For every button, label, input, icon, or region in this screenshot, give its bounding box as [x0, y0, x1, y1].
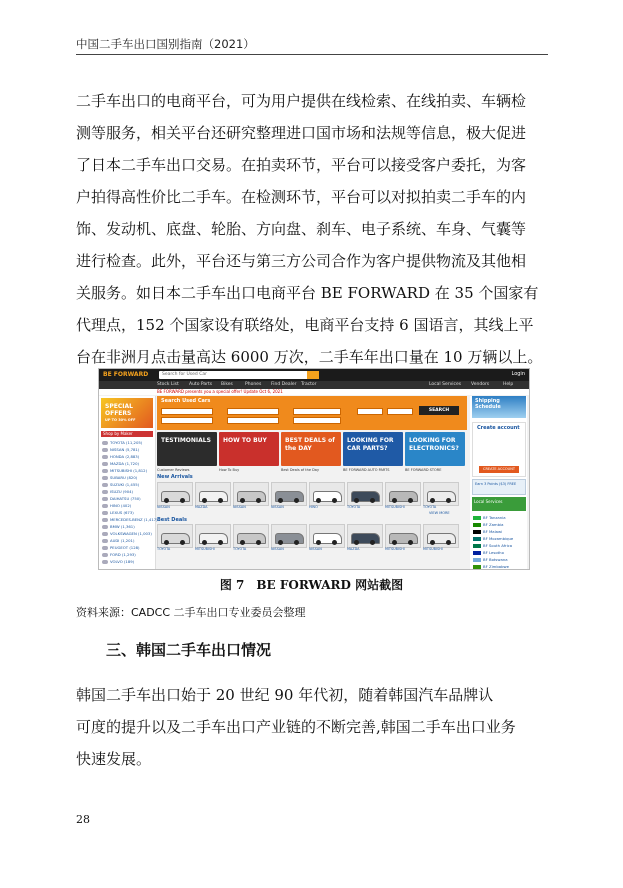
search-field [227, 417, 279, 424]
shipping-schedule-label: Shipping Schedule [475, 398, 501, 410]
maker-item [102, 461, 139, 467]
car-wheel [240, 540, 245, 545]
car-label: NISSAN [271, 505, 284, 509]
figure-caption: 图 7 BE FORWARD 网站截图 [219, 578, 404, 592]
site-logo: BE FORWARD [103, 371, 149, 378]
maker-logo-icon [102, 441, 108, 445]
promo-banner-caption: Best Deals of the Day [281, 468, 320, 472]
maker-logo-icon [102, 462, 108, 466]
best-deals-heading: Best Deals [157, 517, 187, 523]
car-wheel [202, 498, 207, 503]
promo-banner-label: HOW TO BUY [223, 437, 267, 444]
view-more-link: VIEW MORE [429, 511, 450, 515]
country-label: BF Mozambique [483, 536, 514, 541]
country-item [473, 550, 504, 556]
site-search-icon [307, 371, 319, 379]
promo-banner-caption: BE FORWARD STORE [405, 468, 442, 472]
search-field [161, 417, 213, 424]
search-field [161, 408, 213, 415]
country-label: BF Botswana [483, 557, 508, 562]
earn-points-box: Earn 3 Points ($3) FREE [472, 479, 526, 495]
search-button: SEARCH [419, 406, 459, 415]
maker-logo-icon [102, 455, 108, 459]
car-wheel [430, 540, 435, 545]
maker-item [102, 538, 134, 544]
search-panel-title: Search Used Cars [161, 398, 211, 404]
country-label: BF South Africa [483, 543, 513, 548]
maker-logo-icon [102, 448, 108, 452]
maker-label: MERCEDES-BENZ (1,417) [110, 517, 158, 522]
maker-label: VOLKSWAGEN (1,003) [110, 531, 152, 536]
figure-source: 资料来源：CADCC 二手车出口专业委员会整理 [76, 606, 306, 619]
car-wheel [164, 498, 169, 503]
maker-item [102, 447, 139, 453]
maker-item [102, 454, 139, 460]
local-services-box: Local Services [472, 497, 526, 511]
promo-banner [343, 432, 403, 466]
maker-logo-icon [102, 504, 108, 508]
car-thumbnail [233, 482, 269, 506]
car-label: MITSUBISHI [385, 505, 405, 509]
create-account-box [472, 422, 526, 477]
paragraph-line: 关服务。如日本二手车出口电商平台 BE FORWARD 在 35 个国家有 [76, 284, 539, 302]
car-thumbnail [271, 482, 307, 506]
country-label: BF Zambia [483, 522, 504, 527]
maker-logo-icon [102, 483, 108, 487]
country-item [473, 529, 502, 535]
maker-item [102, 503, 131, 509]
car-wheel [218, 540, 223, 545]
car-label: NISSAN [309, 547, 322, 551]
maker-label: FORD (1,293) [110, 552, 136, 557]
promo-banner [157, 432, 217, 466]
car-wheel [370, 540, 375, 545]
paragraph-line: 台在非洲月点击量高达 6000 万次，二手车年出口量在 10 万辆以上。 [76, 348, 543, 366]
promo-banner-caption: BE FORWARD AUTO PARTS [343, 468, 390, 472]
paragraph-line: 了日本二手车出口交易。在拍卖环节，平台可以接受客户委托，为客 [76, 156, 527, 174]
car-thumbnail [385, 524, 421, 548]
paragraph-line: 韩国二手车出口始于 20 世纪 90 年代初，随着韩国汽车品牌认 [76, 686, 494, 704]
special-offer-line: SPECIAL [105, 403, 133, 410]
flag-icon [473, 537, 481, 541]
car-wheel [316, 540, 321, 545]
car-thumbnail [347, 482, 383, 506]
special-offer-line: OFFERS [105, 410, 132, 417]
page-number: 28 [76, 813, 90, 826]
car-thumbnail [157, 482, 193, 506]
maker-label: DAIHATSU (750) [110, 496, 141, 501]
maker-logo-icon [102, 539, 108, 543]
car-label: MITSUBISHI [423, 547, 443, 551]
car-label: NISSAN [157, 505, 170, 509]
site-menu-item: Vendors [471, 382, 490, 387]
promo-banner-caption: Customer Reviews [157, 468, 190, 472]
car-wheel [294, 540, 299, 545]
maker-label: MITSUBISHI (1,812) [110, 468, 148, 473]
maker-label: LEXUS (673) [110, 510, 134, 515]
maker-label: VOLVO (189) [110, 559, 135, 564]
maker-item [102, 482, 139, 488]
car-wheel [354, 540, 359, 545]
car-wheel [256, 498, 261, 503]
maker-logo-icon [102, 476, 108, 480]
paragraph-line: 户拍得高性价比二手车。在检测环节，平台可以对拟拍卖二手车的内 [76, 188, 527, 206]
car-label: NISSAN [271, 547, 284, 551]
country-label: BF Lesotho [483, 550, 504, 555]
maker-label: PEUGEOT (128) [110, 545, 140, 550]
maker-logo-icon [102, 497, 108, 501]
maker-label: MAZDA (1,720) [110, 461, 139, 466]
car-wheel [408, 540, 413, 545]
paragraph-line: 二手车出口的电商平台，可为用户提供在线检索、在线拍卖、车辆检 [76, 92, 527, 110]
country-label: BF Zimbabwe [483, 564, 509, 569]
flag-icon [473, 516, 481, 520]
maker-item [102, 552, 136, 558]
car-thumbnail [423, 524, 459, 548]
shop-by-maker-heading: Shop by Maker [101, 431, 153, 437]
paragraph-line: 代理点，152 个国家设有联络处，电商平台支持 6 国语言，其线上平 [76, 316, 534, 334]
maker-label: SUBARU (820) [110, 475, 138, 480]
site-menu-item: Help [503, 382, 514, 387]
paragraph-line: 进行检查。此外，平台还与第三方公司合作为客户提供物流及其他相 [76, 252, 527, 270]
country-label: BF Tanzania [483, 515, 506, 520]
maker-item [102, 489, 133, 495]
special-offer-banner [101, 398, 153, 428]
flag-icon [473, 565, 481, 569]
promo-banner-label: LOOKING FOR CAR PARTS? [347, 437, 394, 452]
car-wheel [370, 498, 375, 503]
beforward-screenshot [98, 368, 530, 570]
country-label: BF Malawi [483, 529, 503, 534]
maker-item [102, 531, 152, 537]
car-label: TOYOTA [347, 505, 361, 509]
site-sidebar [99, 396, 156, 569]
maker-label: BMW (1,361) [110, 524, 135, 529]
car-thumbnail [271, 524, 307, 548]
promo-banner [219, 432, 279, 466]
car-wheel [256, 540, 261, 545]
maker-logo-icon [102, 546, 108, 550]
car-label: TOYOTA [423, 505, 437, 509]
car-label: TOYOTA [233, 547, 247, 551]
car-wheel [294, 498, 299, 503]
maker-item [102, 559, 134, 565]
car-label: HINO [309, 505, 318, 509]
site-topbar [99, 369, 529, 381]
car-wheel [408, 498, 413, 503]
promo-banner-label: TESTIMONIALS [161, 437, 211, 444]
maker-label: NISSAN (5,781) [110, 447, 140, 452]
maker-item [102, 496, 141, 502]
car-wheel [354, 498, 359, 503]
site-menu-item: Tractor [301, 382, 317, 387]
maker-logo-icon [102, 511, 108, 515]
car-label: TOYOTA [157, 547, 171, 551]
car-thumbnail [309, 524, 345, 548]
car-wheel [332, 498, 337, 503]
promo-banner-label: LOOKING FOR ELECTRONICS? [409, 437, 459, 452]
car-thumbnail [233, 524, 269, 548]
car-wheel [392, 498, 397, 503]
site-menu-item: Find Dealer [271, 382, 297, 387]
maker-item [102, 517, 158, 523]
car-thumbnail [385, 482, 421, 506]
maker-label: TOYOTA (11,205) [110, 440, 143, 445]
car-wheel [180, 498, 185, 503]
maker-logo-icon [102, 518, 108, 522]
promo-banner [405, 432, 465, 466]
car-thumbnail [157, 524, 193, 548]
running-header: 中国二手车出口国别指南（2021） [76, 37, 255, 51]
shipping-schedule-banner [472, 396, 526, 418]
car-label: MAZDA [195, 505, 208, 509]
site-menu-item: Auto Parts [189, 382, 213, 387]
maker-logo-icon [102, 469, 108, 473]
maker-item [102, 545, 140, 551]
country-item [473, 515, 506, 521]
paragraph-line: 快速发展。 [76, 750, 152, 768]
site-menu-item: Phones [245, 382, 262, 387]
search-panel [157, 396, 467, 430]
car-thumbnail [423, 482, 459, 506]
car-label: NISSAN [233, 505, 246, 509]
maker-label: ISUZU (904) [110, 489, 134, 494]
site-notice: BE FORWARD presents you a special offer! Update Oct 6, 2021 [99, 389, 529, 395]
maker-item [102, 475, 137, 481]
promo-banner [281, 432, 341, 466]
flag-icon [473, 544, 481, 548]
car-wheel [180, 540, 185, 545]
car-wheel [164, 540, 169, 545]
paragraph-line: 测等服务，相关平台还研究整理进口国市场和法规等信息，极大促进 [76, 124, 527, 142]
search-field [293, 408, 341, 415]
site-menu-item: Bikes [221, 382, 233, 387]
country-item [473, 543, 512, 549]
flag-icon [473, 523, 481, 527]
car-label: MAZDA [347, 547, 360, 551]
maker-label: HINO (402) [110, 503, 132, 508]
car-wheel [278, 540, 283, 545]
search-field [227, 408, 279, 415]
maker-label: AUDI (1,201) [110, 538, 135, 543]
maker-logo-icon [102, 525, 108, 529]
header-rule [76, 54, 548, 55]
promo-banner-label: BEST DEALS of the DAY [285, 437, 335, 452]
maker-item [102, 524, 135, 530]
car-wheel [316, 498, 321, 503]
new-arrivals-heading: New Arrivals [157, 474, 193, 480]
car-thumbnail [309, 482, 345, 506]
maker-logo-icon [102, 560, 108, 564]
maker-logo-icon [102, 553, 108, 557]
car-label: MITSUBISHI [195, 547, 215, 551]
country-item [473, 536, 513, 542]
maker-label: SUZUKI (1,455) [110, 482, 140, 487]
country-item [473, 564, 509, 570]
site-right-column [470, 396, 527, 569]
car-thumbnail [195, 482, 231, 506]
promo-banner-caption: How To Buy [219, 468, 240, 472]
car-thumbnail [347, 524, 383, 548]
maker-logo-icon [102, 532, 108, 536]
car-wheel [332, 540, 337, 545]
search-field [293, 417, 341, 424]
maker-item [102, 468, 147, 474]
maker-item [102, 440, 142, 446]
flag-icon [473, 530, 481, 534]
search-field [357, 408, 383, 415]
flag-icon [473, 551, 481, 555]
country-item [473, 522, 503, 528]
site-search-box: Search for Used Car [159, 371, 309, 379]
car-label: MITSUBISHI [385, 547, 405, 551]
site-login: Login [511, 371, 525, 377]
maker-item [102, 510, 134, 516]
car-wheel [278, 498, 283, 503]
site-menu-item: Stock List [157, 382, 179, 387]
maker-label: HONDA (2,883) [110, 454, 140, 459]
country-item [473, 557, 508, 563]
maker-logo-icon [102, 490, 108, 494]
car-wheel [430, 498, 435, 503]
special-offer-line: UP TO 30% OFF [105, 418, 136, 422]
car-wheel [218, 498, 223, 503]
site-menu-item: Local Services [429, 382, 462, 387]
create-account-button: CREATE ACCOUNT [479, 466, 519, 473]
car-wheel [446, 498, 451, 503]
car-wheel [240, 498, 245, 503]
car-wheel [202, 540, 207, 545]
car-wheel [446, 540, 451, 545]
car-thumbnail [195, 524, 231, 548]
create-account-title: Create account [477, 425, 520, 431]
paragraph-line: 饰、发动机、底盘、轮胎、方向盘、刹车、电子系统、车身、气囊等 [76, 220, 527, 238]
search-field [387, 408, 413, 415]
paragraph-line: 可度的提升以及二手车出口产业链的不断完善,韩国二手车出口业务 [76, 718, 516, 736]
car-wheel [392, 540, 397, 545]
flag-icon [473, 558, 481, 562]
site-menubar [99, 381, 529, 389]
section-heading: 三、韩国二手车出口情况 [106, 641, 272, 659]
